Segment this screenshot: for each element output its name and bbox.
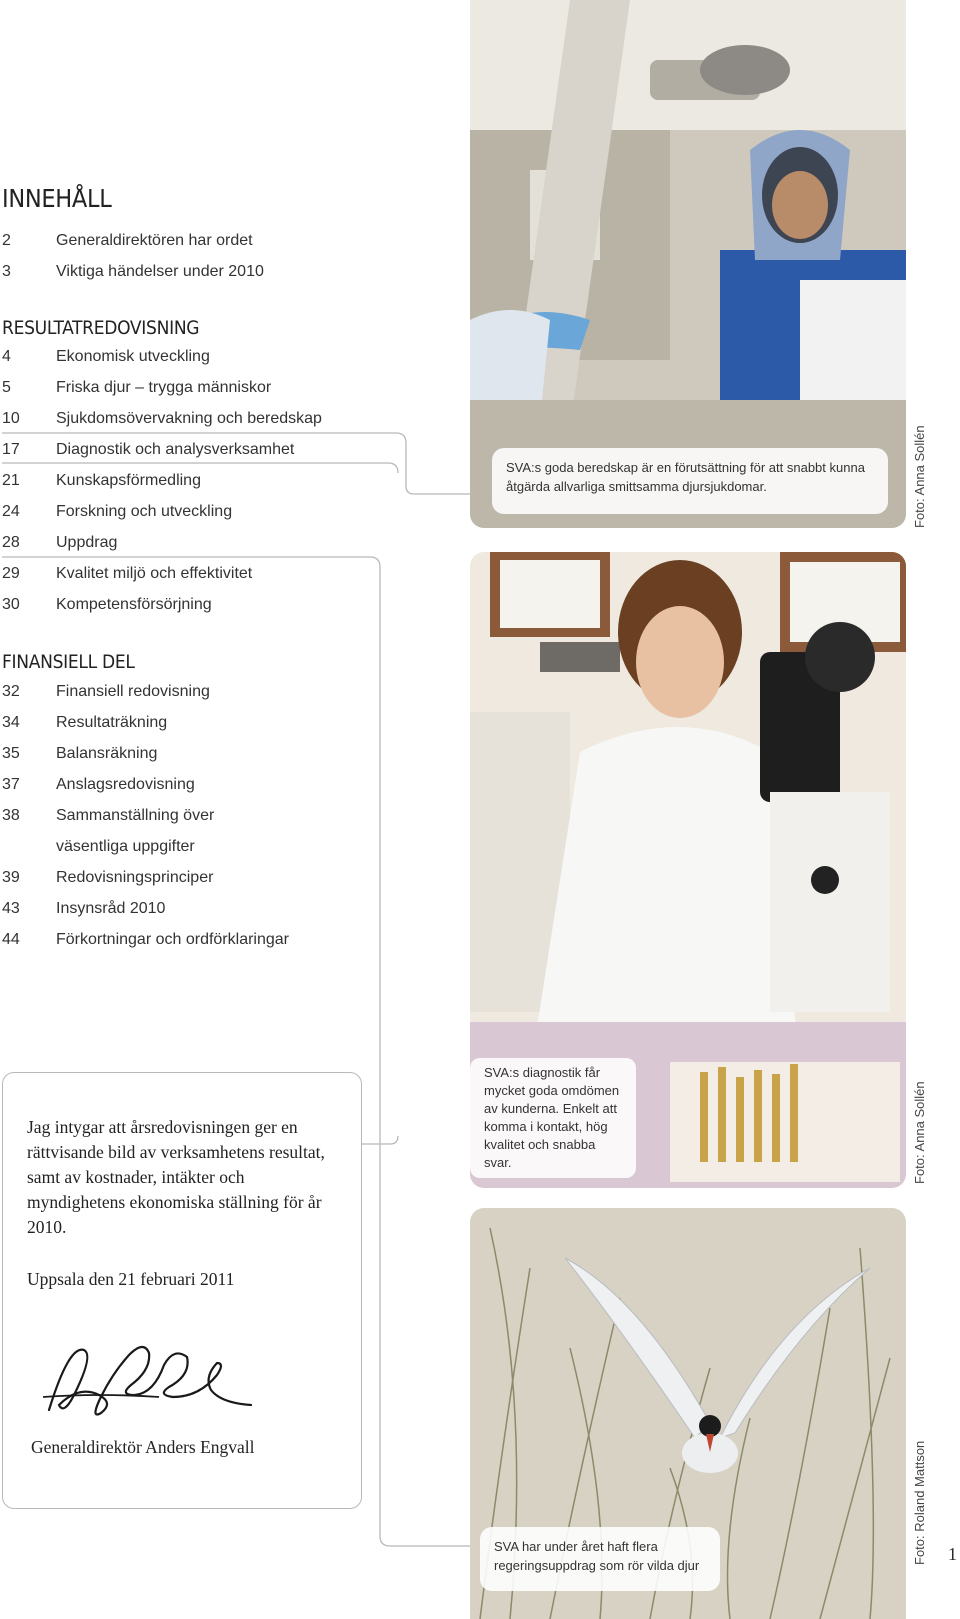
toc-page-number: 28 [2, 534, 20, 551]
toc-title: Sammanställning över [56, 807, 215, 824]
toc-title: Anslagsredovisning [56, 776, 195, 793]
signatory-name: Generaldirektör Anders Engvall [31, 1437, 255, 1457]
signature [39, 1335, 259, 1430]
toc-title: Friska djur – trygga människor [56, 379, 272, 396]
toc-page-number: 34 [2, 714, 20, 731]
toc-title: Diagnostik och analysverksamhet [56, 441, 295, 458]
bird-photo-caption-text: SVA har under året haft flera regeringsuppdrag som rör vilda djur [494, 1539, 700, 1573]
toc-heading: INNEHÅLL [2, 184, 112, 213]
toc-page-number: 43 [2, 900, 20, 917]
toc-page-number: 39 [2, 869, 20, 886]
lab-photo-caption-text: SVA:s goda beredskap är en förutsättning för att snabbt kunna åtgärda allvarliga smittsamma djursjukdomar. [506, 460, 865, 494]
toc-page-number: 17 [2, 441, 20, 458]
toc-page-number: 37 [2, 776, 20, 793]
toc-page-number: 5 [2, 379, 11, 396]
toc-title: Kompetensförsörjning [56, 596, 212, 613]
photo-credit: Foto: Roland Mattson [912, 1440, 927, 1565]
toc-title: Generaldirektören har ordet [56, 232, 253, 249]
photo-tern-bird [470, 1208, 906, 1619]
toc-page-number: 3 [2, 263, 11, 280]
bird-photo-caption [480, 1527, 720, 1591]
toc-page-number: 10 [2, 410, 20, 427]
toc-title: Kunskapsförmedling [56, 472, 201, 489]
photo-microscope-lab [470, 552, 906, 1188]
toc-page-number: 32 [2, 683, 20, 700]
photo-lab-protective-suit [470, 0, 906, 528]
toc-title: Uppdrag [56, 534, 118, 551]
toc-title: Redovisningsprinciper [56, 869, 214, 886]
toc-page-number: 29 [2, 565, 20, 582]
toc-title: Resultaträkning [56, 714, 168, 731]
toc-page-number: 4 [2, 348, 11, 365]
section-heading-resultatredovisning: RESULTATREDOVISNING [2, 317, 200, 339]
attestation-place-date: Uppsala den 21 februari 2011 [27, 1269, 235, 1289]
microscope-photo-caption [470, 1058, 636, 1178]
section-heading-finansiell-del: FINANSIELL DEL [2, 651, 135, 673]
toc-page-number: 38 [2, 807, 20, 824]
lab-photo-caption [492, 448, 888, 514]
photo-credit: Foto: Anna Sollén [912, 1081, 927, 1184]
toc-title: Kvalitet miljö och effektivitet [56, 565, 253, 582]
toc-page-number: 2 [2, 232, 11, 249]
toc-page-number: 44 [2, 931, 20, 948]
page-number: 1 [948, 1544, 957, 1564]
toc-page-number: 30 [2, 596, 20, 613]
toc-title: Insynsråd 2010 [56, 900, 166, 917]
attestation-statement: Jag intygar att årsredovisningen ger en rättvisande bild av verksamhetens resultat, samt av kostnader, intäkter och myndighetens ekonomiska ställning för år 2010. [27, 1117, 325, 1237]
photo-credit: Foto: Anna Sollén [912, 425, 927, 528]
toc-title: väsentliga uppgifter [56, 838, 195, 855]
toc-title: Ekonomisk utveckling [56, 348, 210, 365]
toc-title: Sjukdomsövervakning och beredskap [56, 410, 322, 427]
toc-title: Balansräkning [56, 745, 158, 762]
toc-page-number: 24 [2, 503, 20, 520]
microscope-photo-caption-text: SVA:s diagnostik får mycket goda omdömen av kunderna. Enkelt att komma i kontakt, hög kvalitet och snabba svar. [484, 1065, 620, 1170]
toc-title: Finansiell redovisning [56, 683, 210, 700]
toc-title: Förkortningar och ordförklaringar [56, 931, 289, 948]
toc-title: Viktiga händelser under 2010 [56, 263, 264, 280]
toc-title: Forskning och utveckling [56, 503, 233, 520]
toc-page-number: 35 [2, 745, 20, 762]
attestation-box [2, 1072, 362, 1509]
toc-page-number: 21 [2, 472, 20, 489]
